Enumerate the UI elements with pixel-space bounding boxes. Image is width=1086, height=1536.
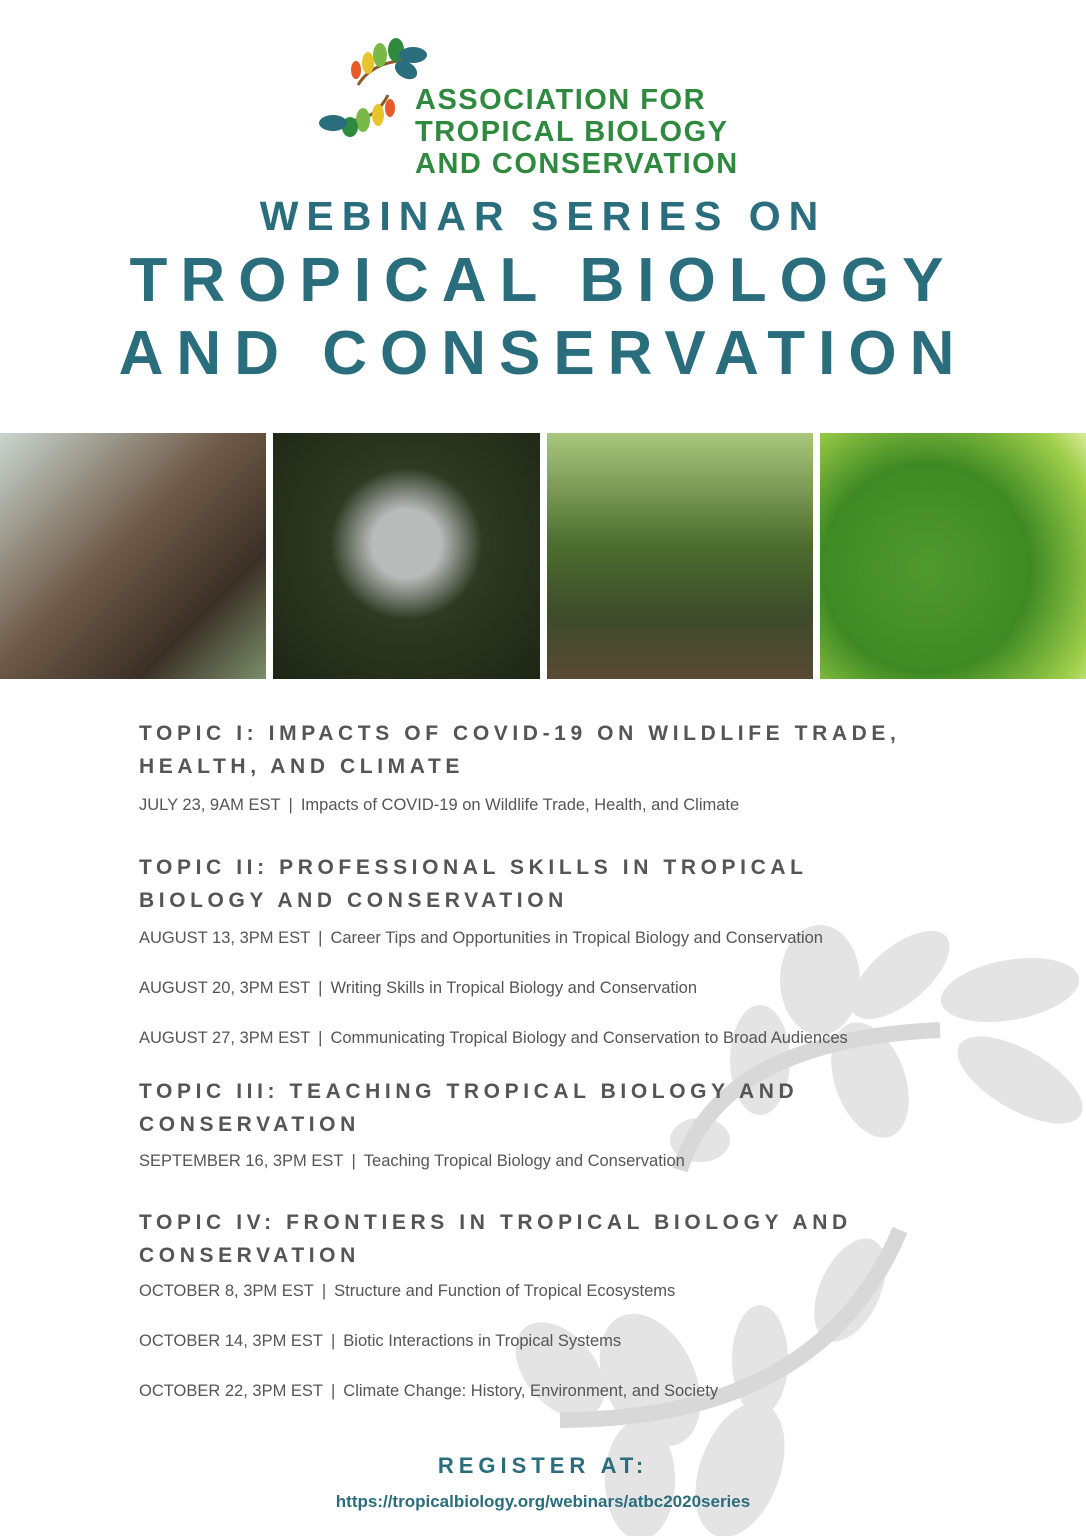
webinar-date: OCTOBER 14, 3PM EST <box>139 1332 323 1350</box>
webinar-item <box>139 979 697 998</box>
webinar-title: Communicating Tropical Biology and Conservation to Broad Audiences <box>330 1029 848 1047</box>
webinar-item <box>139 1382 718 1401</box>
separator: | <box>318 929 323 947</box>
logo-text-line-3: AND CONSERVATION <box>415 148 739 180</box>
webinar-item <box>139 1282 675 1301</box>
webinar-title: Teaching Tropical Biology and Conservation <box>363 1152 685 1170</box>
webinar-date: OCTOBER 22, 3PM EST <box>139 1382 323 1400</box>
topic-4-heading-line-2: CONSERVATION <box>139 1244 360 1267</box>
separator: | <box>288 796 293 814</box>
title-line-1: WEBINAR SERIES ON <box>259 193 827 239</box>
separator: | <box>351 1152 356 1170</box>
webinar-title: Structure and Function of Tropical Ecosystems <box>334 1282 676 1300</box>
webinar-item <box>139 1332 621 1351</box>
separator: | <box>331 1382 336 1400</box>
topic-4-heading-line-1: TOPIC IV: FRONTIERS IN TROPICAL BIOLOGY AND <box>139 1211 852 1234</box>
webinar-date: AUGUST 27, 3PM EST <box>139 1029 311 1047</box>
separator: | <box>321 1282 327 1300</box>
topic-1-heading-line-2: HEALTH, AND CLIMATE <box>139 755 464 778</box>
logo-text-line-2: TROPICAL BIOLOGY <box>415 116 729 148</box>
title-line-2: TROPICAL BIOLOGY <box>129 246 957 315</box>
photo-caterpillar-on-leaf <box>820 433 1086 679</box>
photo-researchers-in-forest <box>547 433 813 679</box>
separator: | <box>318 979 323 997</box>
topic-2-heading-line-2: BIOLOGY AND CONSERVATION <box>139 889 568 912</box>
webinar-date: AUGUST 13, 3PM EST <box>139 929 311 947</box>
webinar-item <box>139 1152 685 1171</box>
topic-1-heading-line-1: TOPIC I: IMPACTS OF COVID-19 ON WILDLIFE TRADE, <box>139 722 901 745</box>
topic-3-heading-line-1: TOPIC III: TEACHING TROPICAL BIOLOGY AND <box>139 1080 799 1103</box>
webinar-item <box>139 1029 848 1048</box>
webinar-title: Biotic Interactions in Tropical Systems <box>343 1332 622 1350</box>
logo-text-line-1: ASSOCIATION FOR <box>415 84 707 116</box>
webinar-title: Writing Skills in Tropical Biology and Conservation <box>330 979 697 997</box>
webinar-date: JULY 23, 9AM EST <box>139 796 281 814</box>
webinar-date: SEPTEMBER 16, 3PM EST <box>139 1152 344 1170</box>
webinar-title: Climate Change: History, Environment, and Society <box>343 1382 719 1400</box>
webinar-item <box>139 929 823 948</box>
atbc-logo-leaves-icon <box>318 35 428 145</box>
photo-lizard-on-camera <box>273 433 540 679</box>
webinar-title: Impacts of COVID-19 on Wildlife Trade, Health, and Climate <box>300 796 740 814</box>
photo-wildlife-trade-cage <box>0 433 266 679</box>
webinar-date: OCTOBER 8, 3PM EST <box>139 1282 314 1300</box>
separator: | <box>318 1029 323 1047</box>
webinar-date: AUGUST 20, 3PM EST <box>139 979 311 997</box>
register-label: REGISTER AT: <box>437 1453 649 1478</box>
topic-3-heading-line-2: CONSERVATION <box>139 1113 360 1136</box>
title-line-3: AND CONSERVATION <box>118 319 968 388</box>
topic-2-heading-line-1: TOPIC II: PROFESSIONAL SKILLS IN TROPICAL <box>139 856 808 879</box>
separator: | <box>331 1332 336 1350</box>
register-url-link[interactable]: https://tropicalbiology.org/webinars/atbc2020series <box>335 1492 751 1511</box>
webinar-item <box>139 796 739 815</box>
webinar-title: Career Tips and Opportunities in Tropical Biology and Conservation <box>330 929 823 947</box>
